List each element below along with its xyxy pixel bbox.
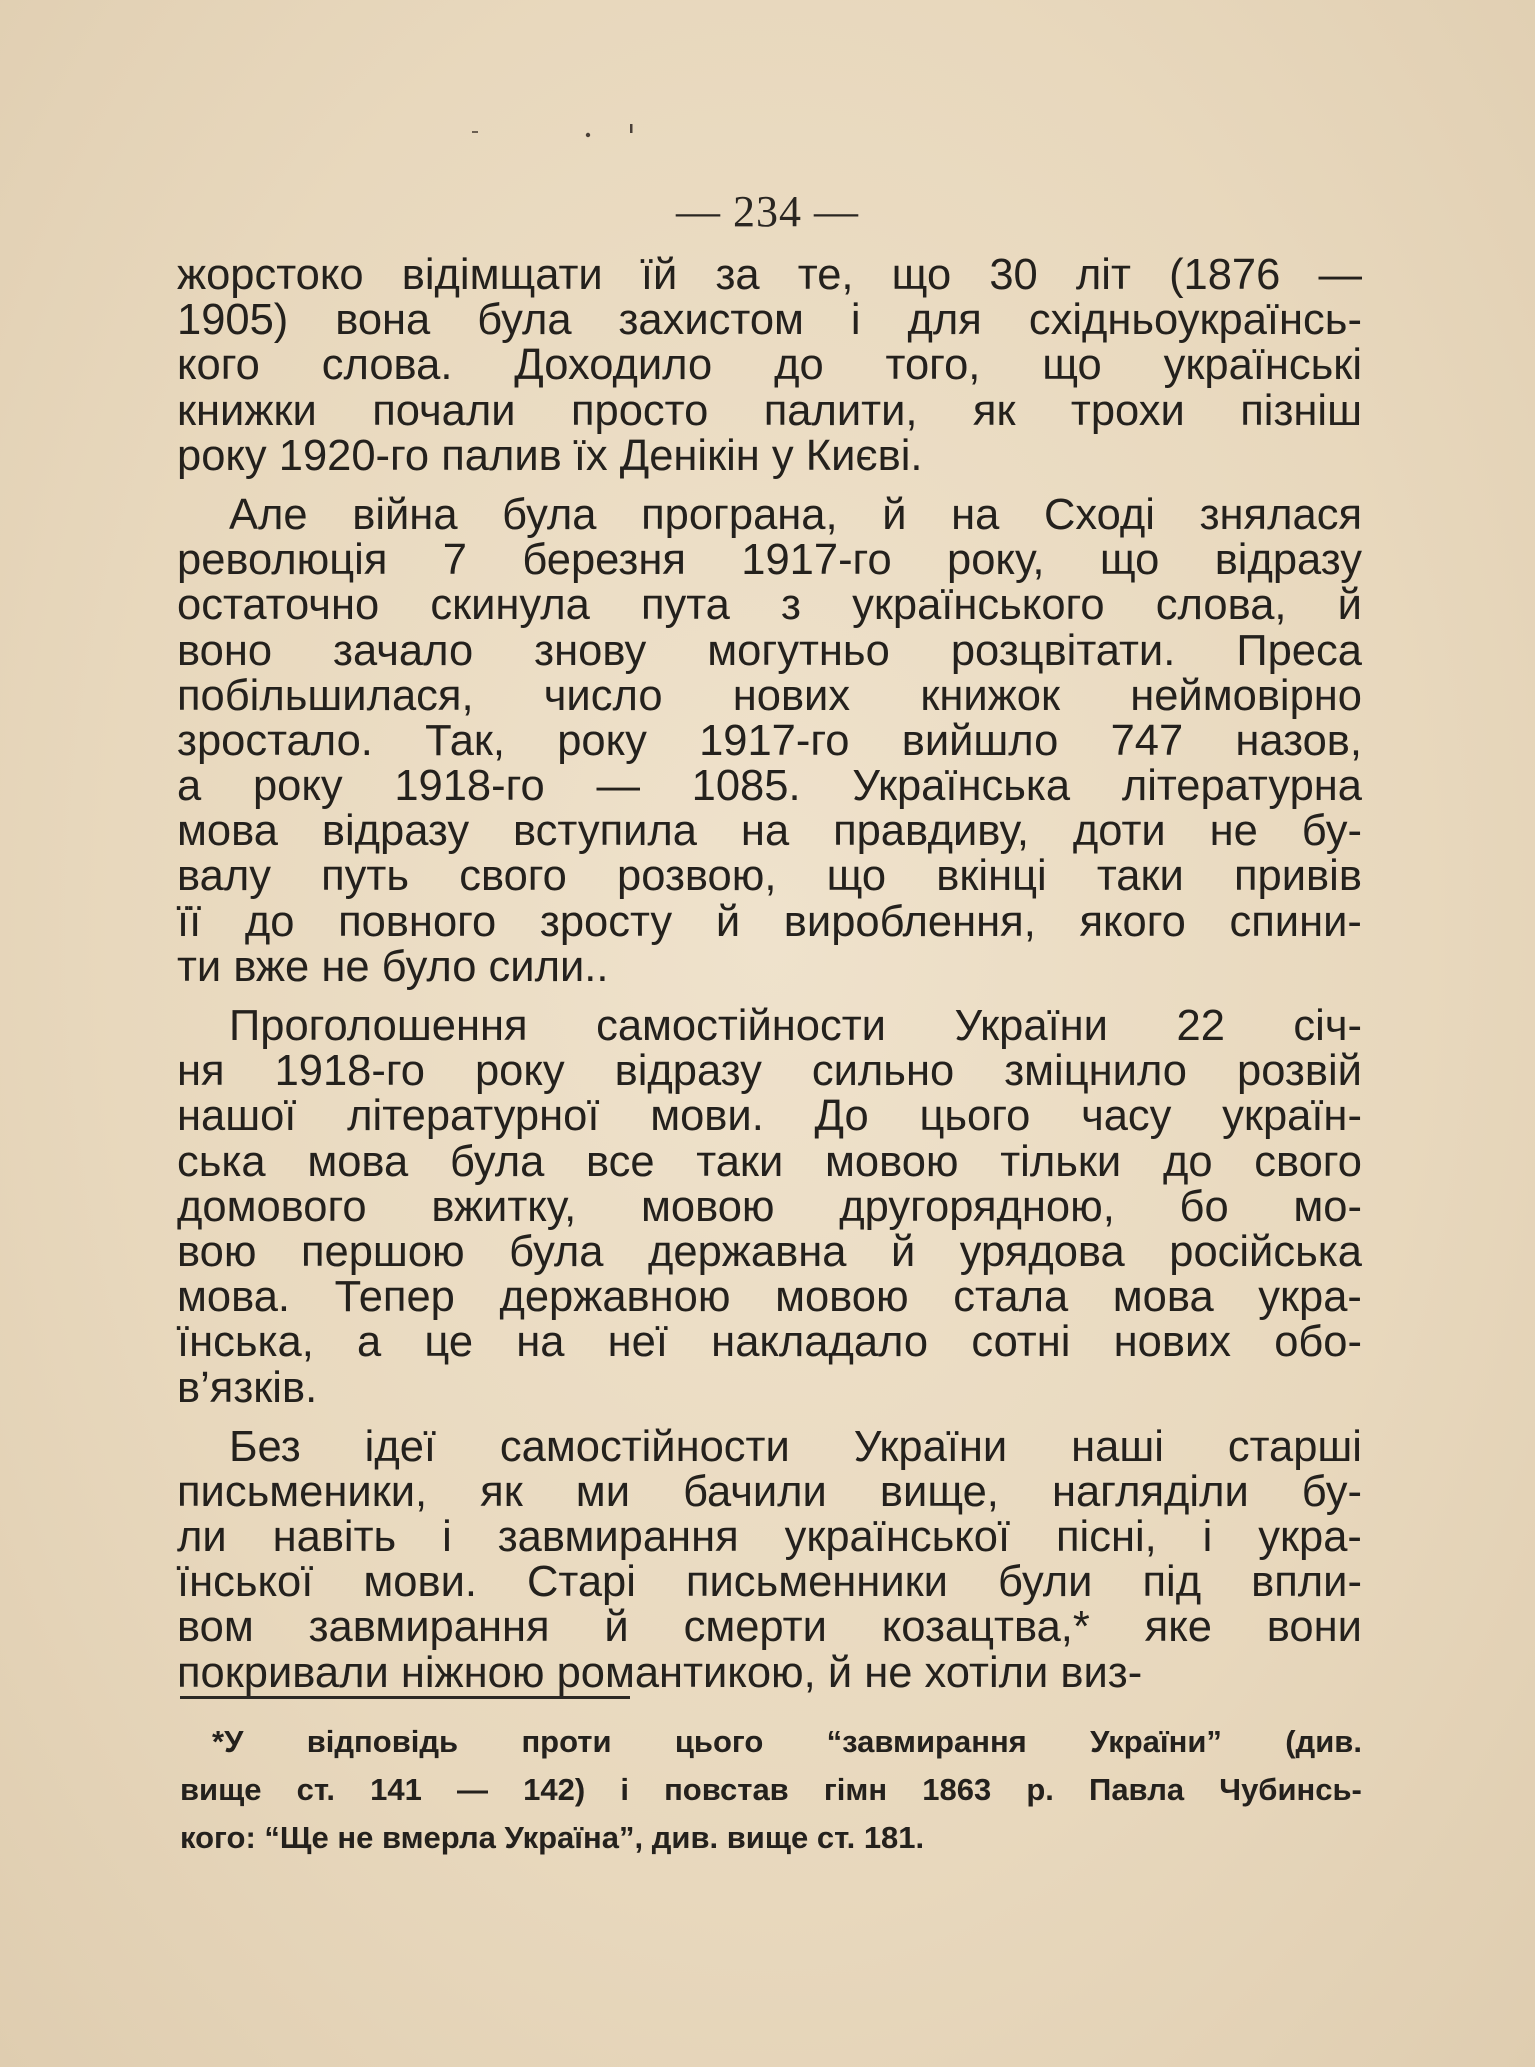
word: і [1202, 1513, 1213, 1562]
word: Без [229, 1422, 301, 1471]
word: впли- [1251, 1558, 1362, 1607]
word: яке [1144, 1603, 1212, 1652]
word: січ- [1293, 1002, 1362, 1050]
word: й [882, 490, 907, 539]
word: України [853, 1422, 1008, 1471]
text-line [177, 1320, 1362, 1365]
word: бачили [683, 1467, 827, 1516]
word: мовою [641, 1182, 775, 1231]
word: нових [732, 671, 851, 720]
word: ідеї [364, 1422, 436, 1471]
word: Денікін [619, 431, 772, 480]
word: неймовірно [1130, 671, 1362, 720]
word: Тепер [334, 1273, 455, 1322]
word: валу [177, 852, 271, 901]
word: Києві. [805, 431, 923, 480]
text-line [177, 298, 1362, 343]
text-line [177, 764, 1362, 809]
word: і [620, 1772, 629, 1807]
word: сотні [971, 1318, 1071, 1367]
word: розвій [1237, 1047, 1362, 1096]
word: україн- [1222, 1092, 1362, 1141]
word: а [177, 762, 202, 811]
word: до [774, 341, 824, 390]
word: вже [233, 942, 322, 991]
word: програна, [641, 490, 838, 539]
word: ніжною [400, 1648, 557, 1697]
word: їй [640, 251, 678, 299]
word: на [740, 807, 790, 856]
text-line [177, 1004, 1362, 1049]
word: відразу [614, 1047, 762, 1096]
text-line [177, 942, 1362, 991]
word: знялася [1199, 490, 1362, 539]
text-line [177, 671, 1362, 720]
main-text [177, 253, 1362, 1696]
word: До [814, 1092, 869, 1141]
word: й [715, 897, 741, 946]
word: хотіли [924, 1648, 1061, 1697]
word: пісні, [1056, 1513, 1157, 1562]
word: 22 [1176, 1002, 1225, 1050]
word: те, [797, 251, 854, 299]
word: того, [885, 341, 981, 390]
word: за [715, 251, 760, 299]
paragraph [177, 253, 1362, 479]
word: бу- [1301, 1467, 1362, 1516]
word: свого [459, 852, 567, 901]
word: відразу [1214, 536, 1362, 585]
word: ли [177, 1513, 227, 1562]
word: розвою, [617, 852, 777, 901]
word: до [244, 897, 295, 946]
word: почали [372, 386, 516, 435]
word: Преса [1236, 626, 1362, 675]
word: вкінці [936, 852, 1047, 901]
word: завмирання [308, 1603, 550, 1652]
word: що [826, 852, 887, 901]
word: слова, [1155, 581, 1287, 630]
word: відповідь [306, 1724, 459, 1759]
word: 141 [370, 1772, 422, 1807]
word: Але [229, 490, 308, 539]
word: відімщати [401, 251, 603, 299]
word: цього [674, 1724, 764, 1759]
word: скинула [430, 581, 590, 630]
word: на [516, 1318, 565, 1367]
text-line [177, 1182, 1362, 1231]
word: мова [1112, 1273, 1214, 1322]
word: вище, [879, 1467, 999, 1516]
word: 1918-го [274, 1047, 425, 1096]
paragraph [177, 1422, 1362, 1697]
word: мо- [1293, 1182, 1362, 1231]
word: письменники [685, 1558, 948, 1607]
text-line [177, 1049, 1362, 1094]
word: нових [1113, 1318, 1231, 1367]
word: і [850, 296, 861, 345]
word: мовою [824, 1137, 959, 1186]
text-line [177, 386, 1362, 435]
text-line [177, 1094, 1362, 1139]
word: не [864, 1648, 925, 1697]
text-line [177, 1363, 1362, 1412]
word: що [1099, 536, 1160, 585]
footnote-line [180, 1814, 1362, 1862]
word: (1876 [1169, 251, 1281, 299]
word: вступила [513, 807, 697, 856]
text-line [177, 809, 1362, 854]
word: року, [947, 536, 1045, 585]
word: навіть [272, 1513, 397, 1562]
word: 1905) [177, 296, 289, 345]
word: з [781, 581, 801, 630]
footnote-divider [180, 1696, 630, 1699]
word: письменики, [177, 1467, 428, 1516]
word: — [456, 1772, 488, 1807]
page-number: — 234 — [676, 187, 859, 236]
word: у [771, 431, 806, 480]
word: ми [575, 1467, 631, 1516]
word: 1085. [691, 762, 801, 811]
text-line [177, 253, 1362, 298]
text-line [177, 897, 1362, 946]
word: кого [177, 341, 260, 390]
footnote-line [180, 1766, 1362, 1814]
word: ська [177, 1137, 266, 1186]
word: державною [499, 1273, 731, 1322]
word: року [557, 716, 647, 765]
word: правдиву, [833, 807, 1029, 856]
word: Українська [852, 762, 1071, 811]
word: літературна [1121, 762, 1362, 811]
word: й [604, 1603, 629, 1652]
word: революція [177, 536, 388, 585]
word: Сході [1044, 490, 1155, 539]
word: першою [300, 1227, 465, 1276]
word: літ [1075, 251, 1131, 299]
word: Проголошення [229, 1002, 528, 1050]
word: вийшло [901, 716, 1059, 765]
word: були [998, 1558, 1093, 1607]
word: Україна”, [504, 1820, 652, 1855]
word: була [449, 1137, 545, 1186]
footnote-line [180, 1718, 1362, 1766]
word: мова [307, 1137, 409, 1186]
word: мова [177, 807, 278, 856]
word: вище [180, 1772, 262, 1807]
word: палити, [763, 386, 918, 435]
text-line [177, 1605, 1362, 1650]
word: стала [953, 1273, 1069, 1322]
word: українського [852, 581, 1105, 630]
word: якого [1079, 897, 1186, 946]
paragraph [177, 490, 1362, 991]
word: 747 [1110, 716, 1184, 765]
word: вою [177, 1227, 257, 1276]
word: нагляділи [1051, 1467, 1249, 1516]
word: Доходило [514, 341, 713, 390]
word: вона [335, 296, 431, 345]
word: сили.. [488, 942, 609, 991]
word: сильно [811, 1047, 955, 1096]
word: смерти [683, 1603, 827, 1652]
word: України” [1090, 1724, 1222, 1759]
word: східньоукраїнсь- [1028, 296, 1362, 345]
word: вом [177, 1603, 254, 1652]
word: російська [1169, 1227, 1362, 1276]
word: цього [919, 1092, 1031, 1141]
text-line [177, 716, 1362, 765]
word: було [381, 942, 489, 991]
word: свого [1254, 1137, 1362, 1186]
word: Старі [526, 1558, 636, 1607]
word: повстав [664, 1772, 789, 1807]
word: побільшилася, [177, 671, 474, 720]
word: не [337, 1820, 382, 1855]
word: знову [534, 626, 647, 675]
word: *У [212, 1724, 244, 1759]
word: неї [607, 1318, 668, 1367]
word: 1917-го [741, 536, 892, 585]
word: укра- [1258, 1513, 1362, 1562]
word: пута [640, 581, 730, 630]
word: їнська, [177, 1318, 314, 1367]
word: літературної [347, 1092, 600, 1141]
word: вжитку, [431, 1182, 577, 1231]
word: 7 [442, 536, 467, 585]
word: мови. [363, 1558, 477, 1607]
word: їх [573, 431, 620, 480]
word: просто [570, 386, 709, 435]
word: покривали [177, 1648, 401, 1697]
word: Так, [425, 716, 506, 765]
word: мови. [650, 1092, 764, 1141]
word: укра- [1258, 1273, 1362, 1322]
word: року [474, 1047, 565, 1096]
word: часу [1081, 1092, 1172, 1141]
word: вище [726, 1820, 817, 1855]
word: жорстоко [177, 251, 364, 299]
text-line [177, 583, 1362, 628]
word: таки [1096, 852, 1184, 901]
word: самостійности [596, 1002, 886, 1050]
word: війна [352, 490, 458, 539]
word: зачало [333, 626, 474, 675]
word: домового [177, 1182, 367, 1231]
text-line [177, 431, 1362, 480]
word: старші [1227, 1422, 1362, 1471]
word: гімн [823, 1772, 888, 1807]
print-specks [470, 122, 640, 142]
word: “завмирання [826, 1724, 1027, 1759]
word: Чубинсь- [1219, 1772, 1362, 1807]
word: другорядною, [839, 1182, 1115, 1231]
word: 1917-го [699, 716, 850, 765]
word: захистом [618, 296, 804, 345]
word: див. [651, 1820, 727, 1855]
word: це [424, 1318, 474, 1367]
word: на [951, 490, 1000, 539]
text-line [177, 538, 1362, 583]
word: палив [441, 431, 574, 480]
word: доти [1072, 807, 1166, 856]
word: ти [177, 942, 234, 991]
word: а [357, 1318, 382, 1367]
text-line [177, 490, 1362, 539]
word: що [891, 251, 952, 299]
word: романтикою, [556, 1648, 828, 1697]
word: року [252, 762, 343, 811]
text-line [177, 1560, 1362, 1605]
word: й [1337, 581, 1362, 630]
word: Павла [1089, 1772, 1185, 1807]
word: зміцнило [1004, 1047, 1188, 1096]
word: вони [1266, 1603, 1362, 1652]
word: — [596, 762, 640, 811]
word: українські [1163, 341, 1362, 390]
word: 1918-го [394, 762, 545, 811]
word: самостійности [499, 1422, 790, 1471]
word: 181. [863, 1820, 925, 1855]
word: повного [338, 897, 497, 946]
text-line [177, 1137, 1362, 1186]
word: 1863 [922, 1772, 992, 1807]
footnote [180, 1718, 1362, 1862]
word: що [1042, 341, 1102, 390]
word: завмирання [497, 1513, 739, 1562]
word: під [1142, 1558, 1202, 1607]
word: р. [1026, 1772, 1054, 1807]
text-line [177, 1467, 1362, 1516]
word: (див. [1285, 1724, 1362, 1759]
word: привів [1234, 852, 1362, 901]
word: “Ще [264, 1820, 338, 1855]
word: нашої [177, 1092, 297, 1141]
word: бо [1179, 1182, 1229, 1231]
word: виз- [1060, 1648, 1143, 1697]
word: накладало [711, 1318, 929, 1367]
word: козацтва,* [881, 1603, 1090, 1652]
paragraph [177, 1004, 1362, 1411]
word: її [177, 897, 202, 946]
text-line [177, 1648, 1362, 1697]
word: як [480, 1467, 523, 1516]
word: могутньо [707, 626, 890, 675]
word: не [1209, 807, 1258, 856]
text-line [177, 854, 1362, 899]
word: ст. [816, 1820, 864, 1855]
word: тільки [1000, 1137, 1122, 1186]
word: ня [177, 1047, 225, 1096]
word: спини- [1229, 897, 1362, 946]
word: воно [177, 626, 273, 675]
word: — [1318, 251, 1362, 299]
word: й [827, 1648, 865, 1697]
word: таки [696, 1137, 784, 1186]
word: року [177, 431, 279, 480]
word: книжок [920, 671, 1060, 720]
word: пізніш [1240, 386, 1362, 435]
word: як [972, 386, 1016, 435]
word: путь [321, 852, 410, 901]
text-line [177, 626, 1362, 675]
word: березня [522, 536, 686, 585]
word: все [586, 1137, 655, 1186]
word: розцвітати. [950, 626, 1176, 675]
word: назов, [1235, 716, 1362, 765]
word: була [509, 1227, 604, 1276]
word: зросту [539, 897, 673, 946]
word: проти [521, 1724, 612, 1759]
word: відразу [321, 807, 470, 856]
word: зростало. [177, 716, 373, 765]
word: 1920-го [278, 431, 442, 480]
word: слова. [321, 341, 453, 390]
word: ст. [296, 1772, 335, 1807]
word: кого: [180, 1820, 265, 1855]
word: української [784, 1513, 1011, 1562]
text-line [177, 343, 1362, 388]
word: в’язків. [177, 1363, 318, 1412]
word: наші [1071, 1422, 1164, 1471]
word: не [321, 942, 382, 991]
text-line [177, 1422, 1362, 1471]
word: й [890, 1227, 916, 1276]
word: обо- [1274, 1318, 1362, 1367]
word: трохи [1070, 386, 1185, 435]
text-line [177, 1275, 1362, 1320]
word: вироблення, [783, 897, 1036, 946]
word: України [954, 1002, 1108, 1050]
word: мова. [177, 1273, 290, 1322]
word: їнської [177, 1558, 314, 1607]
word: і [442, 1513, 452, 1562]
text-line [177, 1515, 1362, 1560]
word: урядова [959, 1227, 1125, 1276]
text-line [177, 1227, 1362, 1276]
word: була [477, 296, 572, 345]
word: бу- [1301, 807, 1362, 856]
word: мовою [775, 1273, 909, 1322]
word: була [502, 490, 597, 539]
word: остаточно [177, 581, 380, 630]
word: 30 [989, 251, 1038, 299]
word: 142) [523, 1772, 586, 1807]
word: число [543, 671, 663, 720]
word: вмерла [381, 1820, 505, 1855]
word: для [907, 296, 982, 345]
word: книжки [177, 386, 317, 435]
word: до [1162, 1137, 1213, 1186]
word: державна [648, 1227, 847, 1276]
